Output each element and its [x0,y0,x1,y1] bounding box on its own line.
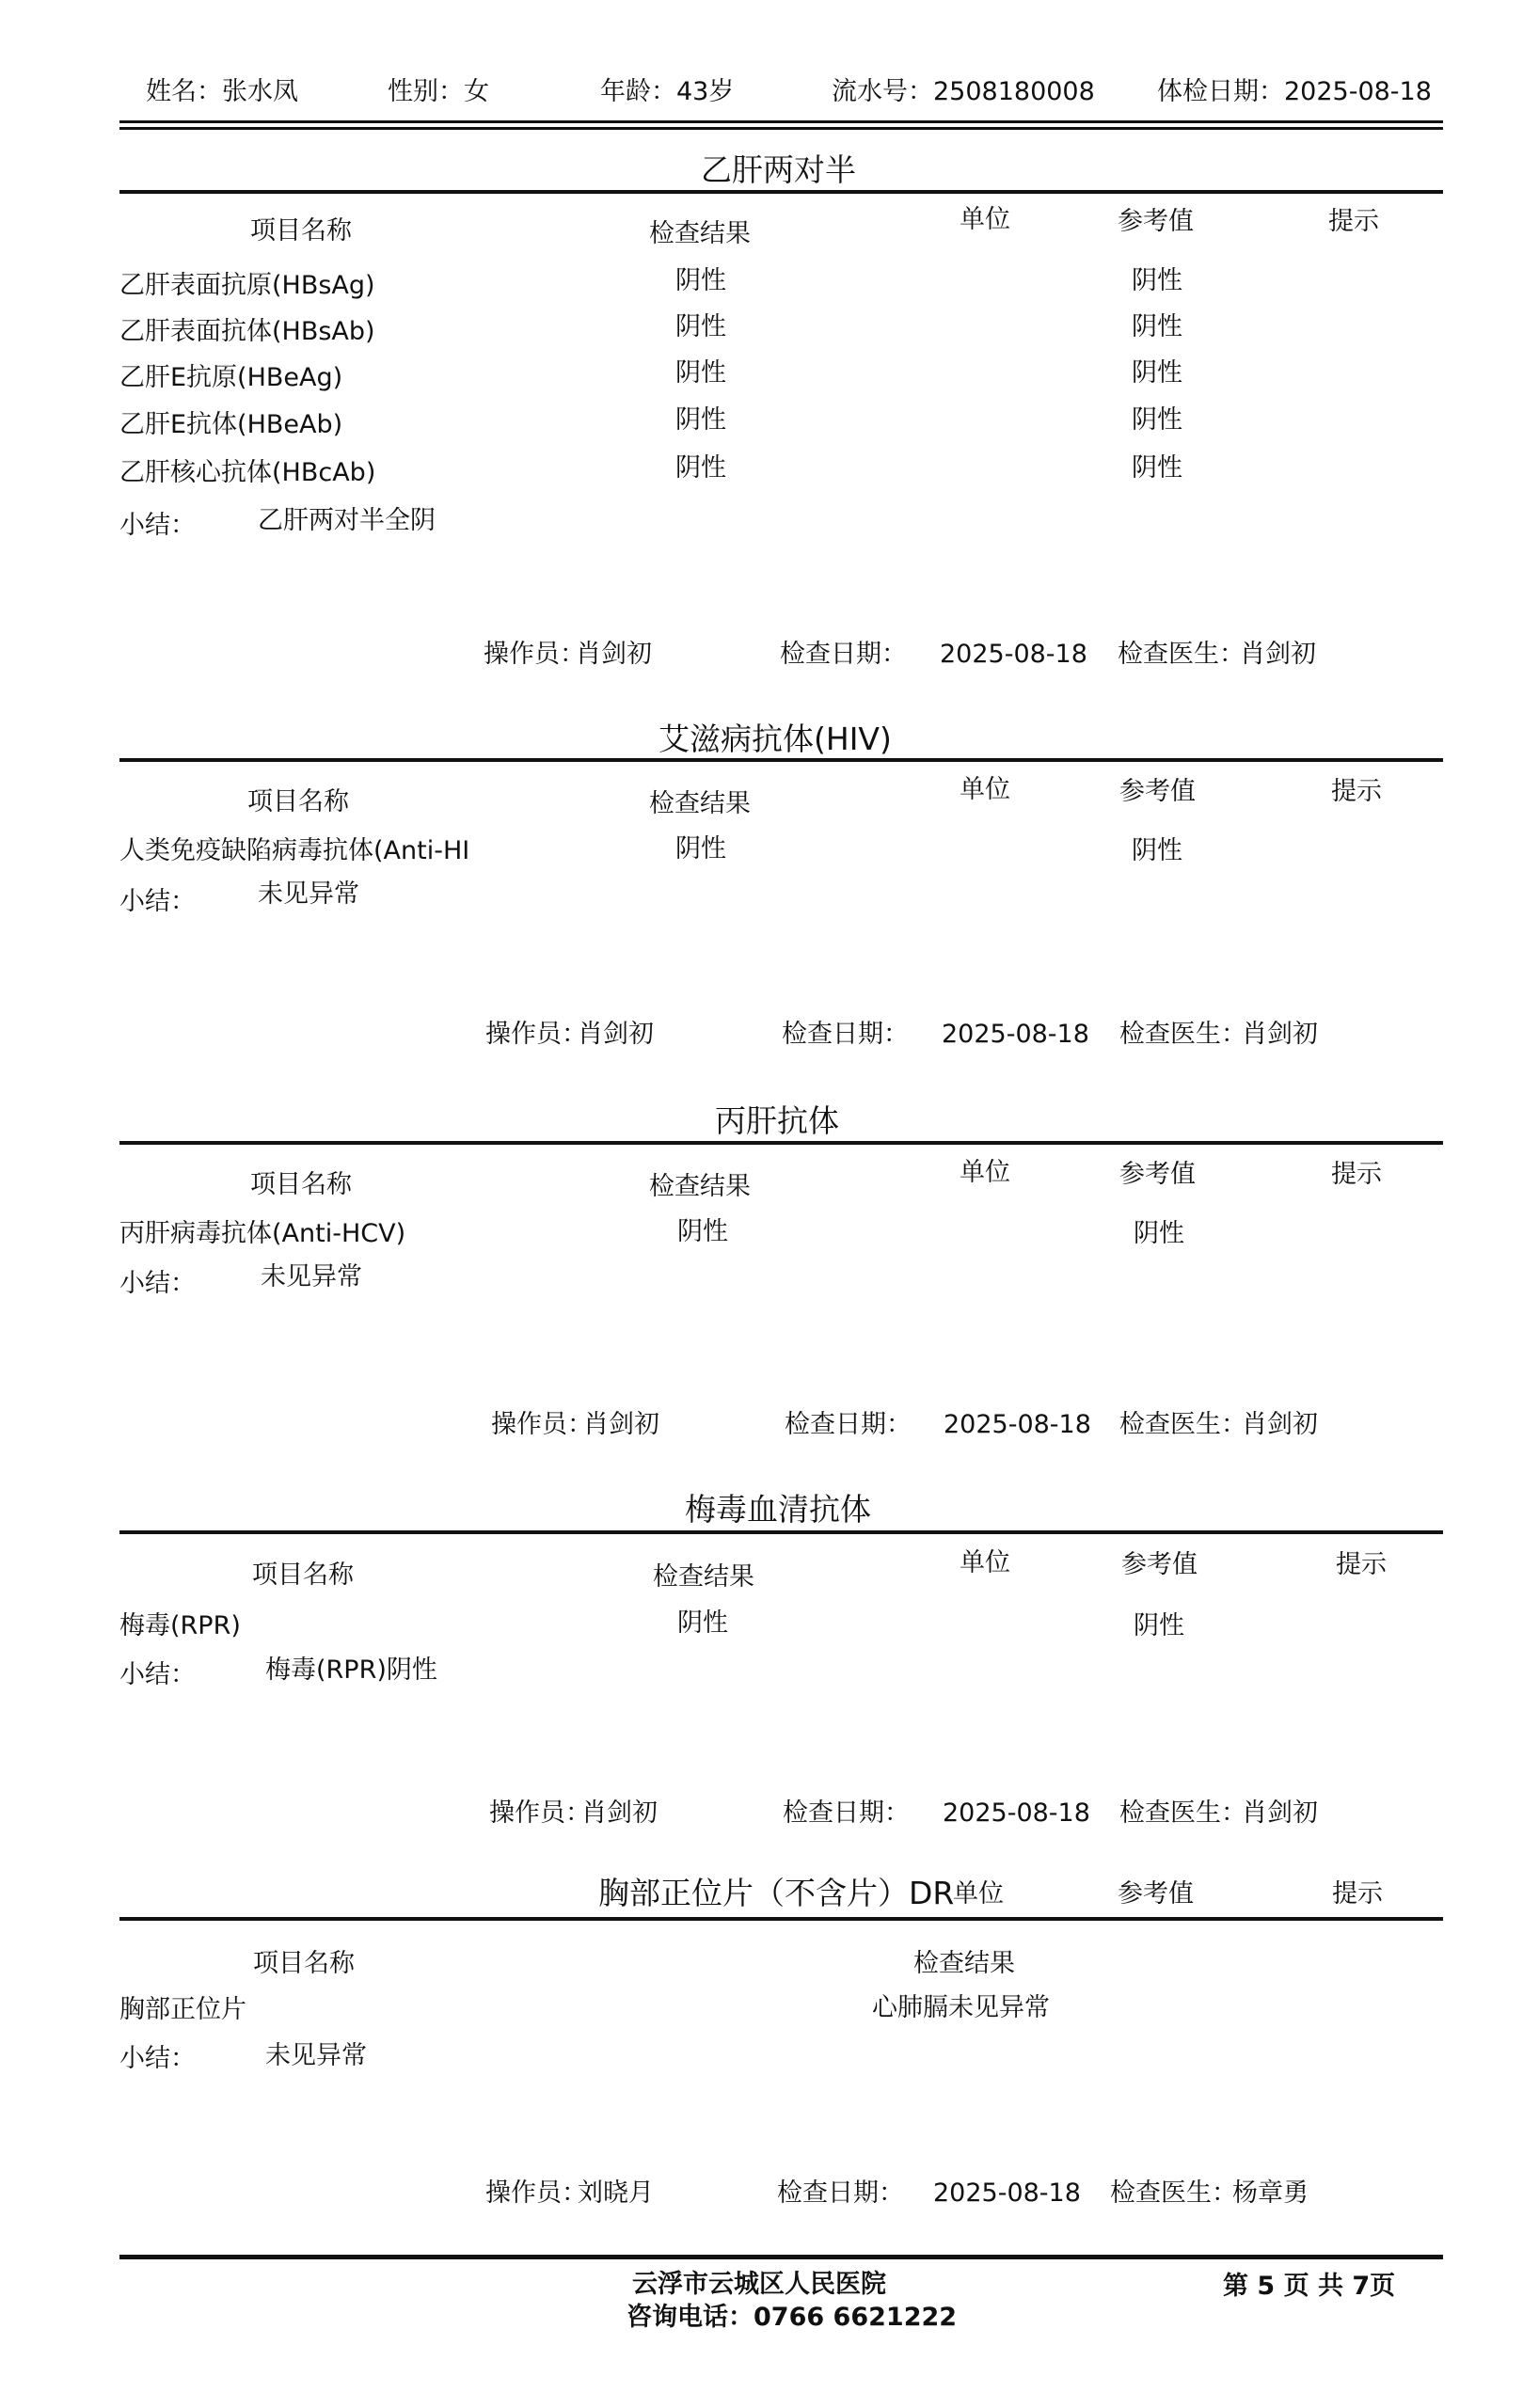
section-title: 胸部正位片（不含片）DR [598,1875,955,1911]
operator-label: 操作员： [485,1020,587,1049]
exam-date: 体检日期：2025-08-18 [1157,77,1432,106]
col-ref: 参考值 [1118,207,1194,236]
item-result: 阴性 [677,1217,728,1246]
col-ref: 参考值 [1119,777,1196,806]
header-divider [119,120,1443,123]
doctor-label: 检查医生： [1118,640,1245,669]
patient-name: 姓名：张水凤 [146,77,298,106]
col-unit: 单位 [960,205,1010,234]
operator-name: 肖剑初 [578,1020,654,1049]
section-title: 艾滋病抗体(HIV) [658,721,892,757]
item-ref: 阴性 [1132,836,1182,865]
item-ref: 阴性 [1132,266,1182,295]
item-ref: 阴性 [1132,358,1182,388]
col-unit: 单位 [960,1158,1010,1187]
footer-divider [119,2255,1443,2259]
check-date-label: 检查日期： [777,2178,904,2208]
col-ref: 参考值 [1118,1879,1194,1909]
col-item: 项目名称 [252,1560,354,1590]
header-divider [119,127,1443,130]
col-ref: 参考值 [1119,1160,1196,1189]
operator-label: 操作员： [491,1410,593,1439]
summary-label: 小结： [119,887,196,916]
col-unit: 单位 [960,775,1010,804]
check-date: 2025-08-18 [943,1798,1090,1828]
col-tip: 提示 [1331,1160,1382,1189]
section-title: 乙肝两对半 [701,151,856,188]
section-divider [119,190,1443,194]
item-name: 丙肝病毒抗体(Anti-HCV) [119,1219,406,1248]
summary-text: 梅毒(RPR)阴性 [265,1656,437,1685]
doctor-label: 检查医生： [1119,1020,1246,1049]
item-result: 心肺膈未见异常 [872,1993,1050,2022]
item-result: 阴性 [675,312,726,341]
item-name: 乙肝表面抗原(HBsAg) [119,271,375,300]
item-name: 人类免疫缺陷病毒抗体(Anti-HI [119,836,470,865]
section-title: 丙肝抗体 [715,1102,839,1139]
hospital-name: 云浮市云城区人民医院 [632,2270,886,2299]
doctor-label: 检查医生： [1119,1798,1246,1828]
col-item: 项目名称 [250,216,352,246]
item-name: 乙肝表面抗体(HBsAb) [119,317,375,346]
col-item: 项目名称 [250,1170,352,1199]
patient-age: 年龄：43岁 [600,77,735,106]
doctor-name: 肖剑初 [1242,1020,1318,1049]
col-item: 项目名称 [247,787,349,816]
item-ref: 阴性 [1132,312,1182,341]
doctor-label: 检查医生： [1110,2178,1237,2208]
item-ref: 阴性 [1134,1219,1184,1248]
summary-label: 小结： [119,1269,196,1298]
col-tip: 提示 [1328,207,1379,236]
summary-text: 未见异常 [265,2041,367,2070]
operator-name: 肖剑初 [581,1798,658,1828]
col-result: 检查结果 [649,789,751,818]
check-date-label: 检查日期： [782,1020,909,1049]
item-name: 乙肝E抗体(HBeAb) [119,410,343,439]
section-divider [119,1917,1443,1921]
section-divider [119,758,1443,762]
summary-label: 小结： [119,511,196,540]
item-result: 阴性 [675,266,726,295]
col-ref: 参考值 [1121,1550,1198,1579]
section-divider [119,1530,1443,1534]
col-item: 项目名称 [253,1949,355,1978]
operator-label: 操作员： [484,640,585,669]
item-ref: 阴性 [1132,405,1182,435]
operator-name: 肖剑初 [583,1410,659,1439]
operator-label: 操作员： [489,1798,591,1828]
item-result: 阴性 [677,1608,728,1638]
item-name: 乙肝核心抗体(HBcAb) [119,458,376,487]
doctor-name: 肖剑初 [1240,640,1316,669]
serial-number: 流水号：2508180008 [832,77,1095,106]
item-result: 阴性 [675,358,726,388]
doctor-name: 杨章勇 [1232,2178,1309,2208]
patient-gender: 性别：女 [388,77,489,106]
item-result: 阴性 [675,453,726,483]
item-result: 阴性 [675,405,726,435]
item-ref: 阴性 [1134,1611,1184,1640]
check-date-label: 检查日期： [780,640,907,669]
section-divider [119,1141,1443,1145]
col-tip: 提示 [1332,1879,1383,1909]
col-result: 检查结果 [913,1949,1015,1978]
check-date: 2025-08-18 [933,2178,1081,2208]
col-unit: 单位 [953,1879,1004,1909]
doctor-name: 肖剑初 [1242,1798,1318,1828]
doctor-label: 检查医生： [1119,1410,1246,1439]
summary-text: 未见异常 [258,879,359,909]
page-number: 第 5 页 共 7页 [1223,2272,1396,2301]
check-date-label: 检查日期： [785,1410,912,1439]
col-result: 检查结果 [649,219,751,248]
item-name: 乙肝E抗原(HBeAg) [119,363,343,392]
operator-label: 操作员： [485,2178,587,2208]
operator-name: 刘晓月 [578,2178,654,2208]
summary-text: 乙肝两对半全阴 [258,506,436,535]
item-name: 梅毒(RPR) [119,1611,241,1640]
col-result: 检查结果 [653,1562,754,1592]
operator-name: 肖剑初 [576,640,652,669]
col-unit: 单位 [960,1548,1010,1577]
check-date: 2025-08-18 [940,640,1087,669]
col-result: 检查结果 [649,1172,751,1201]
item-result: 阴性 [675,834,726,863]
doctor-name: 肖剑初 [1242,1410,1318,1439]
check-date: 2025-08-18 [942,1020,1089,1049]
item-ref: 阴性 [1132,453,1182,483]
summary-text: 未见异常 [261,1262,362,1291]
item-name: 胸部正位片 [119,1995,246,2024]
summary-label: 小结： [119,1660,196,1689]
col-tip: 提示 [1336,1550,1387,1579]
check-date: 2025-08-18 [944,1410,1091,1439]
check-date-label: 检查日期： [783,1798,910,1828]
section-title: 梅毒血清抗体 [685,1491,871,1528]
hospital-phone: 咨询电话：0766 6621222 [627,2303,958,2332]
col-tip: 提示 [1331,777,1382,806]
summary-label: 小结： [119,2044,196,2073]
